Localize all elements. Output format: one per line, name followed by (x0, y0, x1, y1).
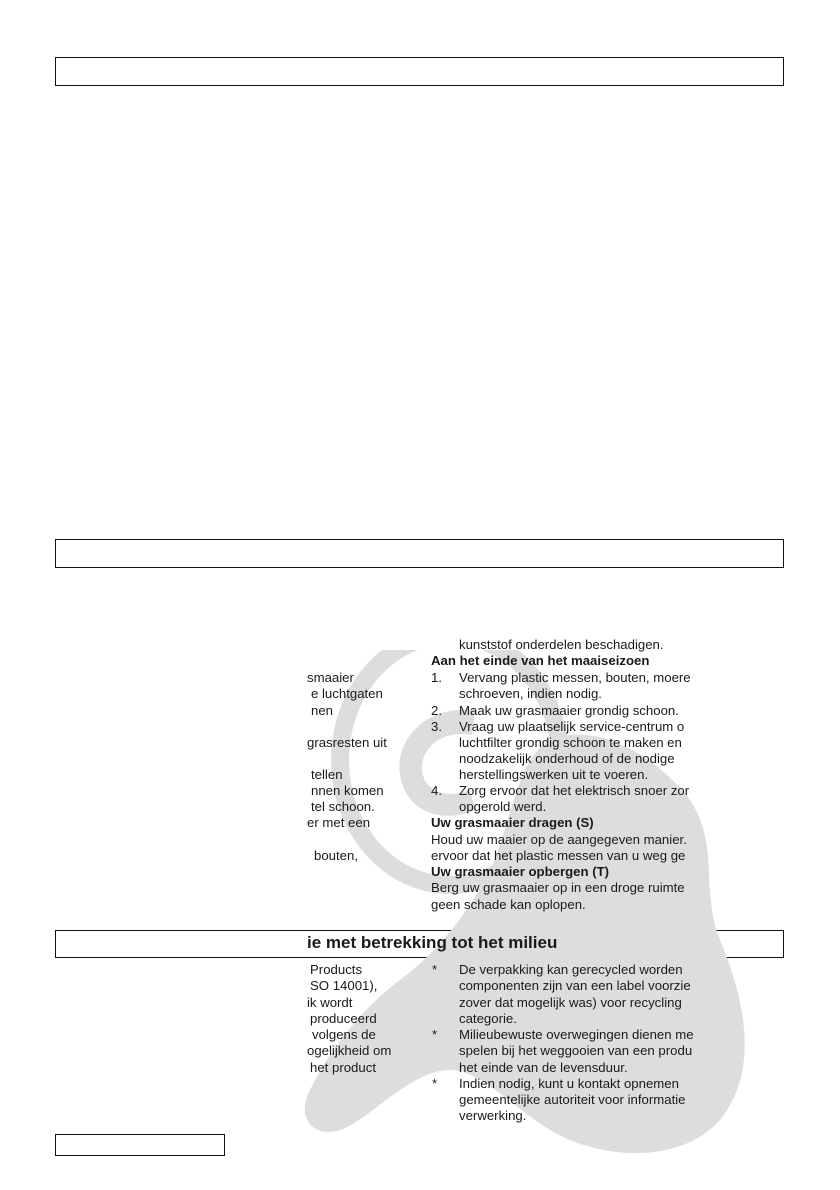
bullet-mark: * (432, 1027, 438, 1042)
bullet-text: gemeentelijke autoriteit voor informatie (459, 1092, 686, 1107)
left-fragment: tellen (311, 767, 343, 782)
env-left-fragment: het product (310, 1060, 376, 1075)
store-text: Berg uw grasmaaier op in een droge ruimte (431, 880, 685, 895)
left-fragment: nnen komen (311, 783, 384, 798)
top-header-box (55, 57, 784, 86)
list-text: Maak uw grasmaaier grondig schoon. (459, 703, 679, 718)
list-text: Zorg ervoor dat het elektrisch snoer zor (459, 783, 690, 798)
list-text: noodzakelijk onderhoud of de nodige (459, 751, 675, 766)
list-number: 3. (431, 719, 442, 734)
environment-heading: ie met betrekking tot het milieu (307, 933, 558, 952)
left-fragment: grasresten uit (307, 735, 387, 750)
left-fragment: nen (311, 703, 334, 718)
env-left-fragment: ogelijkheid om (307, 1043, 392, 1058)
list-text: Vervang plastic messen, bouten, moere (459, 670, 691, 685)
left-fragment: tel schoon. (311, 799, 375, 814)
env-left-fragment: ik wordt (307, 995, 353, 1010)
bullet-text: verwerking. (459, 1108, 527, 1123)
carry-heading: Uw grasmaaier dragen (S) (431, 815, 594, 830)
bullet-text: het einde van de levensduur. (459, 1060, 628, 1075)
list-number: 1. (431, 670, 442, 685)
carry-text: Houd uw maaier op de aangegeven manier. (431, 832, 687, 847)
left-fragment: er met een (307, 815, 371, 830)
footer-box (55, 1134, 225, 1156)
store-text: geen schade kan oplopen. (431, 897, 586, 912)
env-left-fragment: volgens de (312, 1027, 376, 1042)
section-header-box (55, 539, 784, 568)
bullet-text: spelen bij het weggooien van een produ (459, 1043, 693, 1058)
end-season-heading: Aan het einde van het maaiseizoen (431, 653, 650, 668)
env-left-fragment: SO 14001), (310, 978, 378, 993)
env-left-fragment: Products (310, 962, 363, 977)
list-text: herstellingswerken uit te voeren. (459, 767, 649, 782)
bullet-text: zover dat mogelijk was) voor recycling (459, 995, 682, 1010)
bullet-mark: * (432, 962, 438, 977)
list-number: 4. (431, 783, 442, 798)
list-number: 2. (431, 703, 442, 718)
env-left-fragment: produceerd (310, 1011, 377, 1026)
carry-text: ervoor dat het plastic messen van u weg ge (431, 848, 686, 863)
bullet-mark: * (432, 1076, 438, 1091)
list-text: opgerold werd. (459, 799, 547, 814)
list-text: luchtfilter grondig schoon te maken en (459, 735, 682, 750)
left-fragment: smaaier (307, 670, 354, 685)
bullet-text: Milieubewuste overwegingen dienen me (459, 1027, 694, 1042)
list-text: Vraag uw plaatselijk service-centrum o (459, 719, 685, 734)
bullet-text: categorie. (459, 1011, 517, 1026)
store-heading: Uw grasmaaier opbergen (T) (431, 864, 610, 879)
bullet-text: De verpakking kan gerecycled worden (459, 962, 683, 977)
intro-line: kunststof onderdelen beschadigen. (459, 637, 664, 652)
bullet-text: componenten zijn van een label voorzie (459, 978, 691, 993)
left-fragment: bouten, (314, 848, 358, 863)
left-fragment: e luchtgaten (311, 686, 383, 701)
bullet-text: Indien nodig, kunt u kontakt opnemen (459, 1076, 679, 1091)
list-text: schroeven, indien nodig. (459, 686, 602, 701)
